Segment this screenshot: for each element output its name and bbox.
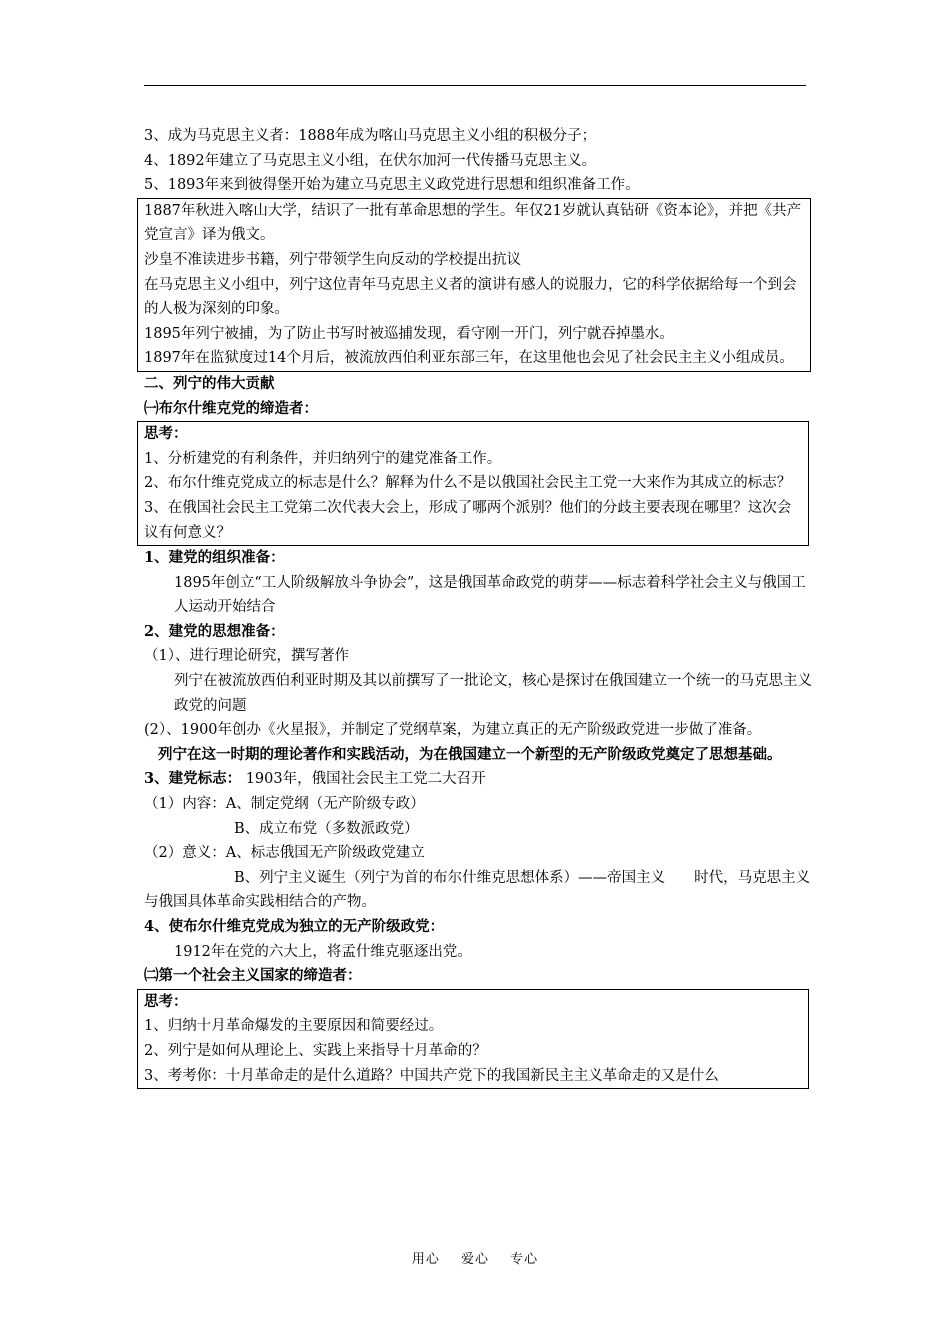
point-heading: 3、建党标志： [144,770,242,788]
intro-item: 4、1892年建立了马克思主义小组，在伏尔加河一代传播马克思主义。 [144,152,597,169]
intro-item: 5、1893年来到彼得堡开始为建立马克思主义政党进行思想和组织准备工作。 [144,177,640,194]
box-paragraph: 1887年秋进入喀山大学，结识了一批有革命思想的学生。年仅21岁就认真钻研《资本论》，并把《共产党宣言》译为俄文。 [144,202,802,244]
point-heading: 1、建党的组织准备： [144,549,285,567]
point-heading: 2、建党的思想准备： [144,622,285,640]
think-question: 1、归纳十月革命爆发的主要原因和简要经过。 [144,1018,444,1035]
point-subitem: B、成立布党（多数派政党） [234,820,419,837]
think-question: 2、列宁是如何从理论上、实践上来指导十月革命的？ [144,1042,487,1059]
think-question: 3、在俄国社会民主工党第二次代表大会上，形成了哪两个派别？他们的分歧主要表现在哪里？这次会议有何意义？ [144,499,792,541]
think-title: 思考： [144,425,188,443]
think-question: 2、布尔什维克党成立的标志是什么？解释为什么不是以俄国社会民主工党一大来作为其成立的标志？ [144,475,792,492]
lenin-biography-box [137,198,811,372]
point-subitem: （2）意义：A、标志俄国无产阶级政党建立 [144,845,425,862]
point-heading-rest: 1903年，俄国社会民主工党二大召开 [241,771,486,788]
intro-item: 3、成为马克思主义者：1888年成为喀山马克思主义小组的积极分子； [144,128,597,144]
think-title: 思考： [144,992,188,1010]
footer-word: 专心 [510,1252,539,1267]
footer-word: 爱心 [460,1252,489,1267]
subsection-heading: ㈠布尔什维克党的缔造者： [144,399,318,417]
box-paragraph: 在马克思主义小组中，列宁这位青年马克思主义者的演讲有感人的说服力，它的科学依据给每一个到会的人极为深刻的印象。 [144,276,797,318]
box-paragraph: 1895年列宁被捕，为了防止书写时被巡捕发现，看守刚一开门，列宁就吞掉墨水。 [144,325,674,342]
box-paragraph: 沙皇不准读进步书籍，列宁带领学生向反动的学校提出抗议 [144,251,521,268]
point-text: 1912年在党的六大上，将孟什维克驱逐出党。 [174,943,472,960]
header-rule [144,85,806,86]
point-subitem: （1）、进行理论研究，撰写著作 [144,648,349,665]
summary-text: 列宁在这一时期的理论著作和实践活动，为在俄国建立一个新型的无产阶级政党奠定了思想基础。 [158,745,782,763]
subsection-heading: ㈡第一个社会主义国家的缔造者： [144,967,362,985]
box-paragraph: 1897年在监狱度过14个月后，被流放西伯利亚东部三年，在这里他也会见了社会民主主义小组成员。 [144,350,794,367]
think-box-1 [137,421,809,546]
page-footer [0,1248,950,1267]
footer-word: 用心 [411,1252,440,1267]
point-text: 列宁在被流放西伯利亚时期及其以前撰写了一批论文，核心是探讨在俄国建立一个统一的马克思主义政党的问题 [174,673,812,714]
point-text: 1895年创立“工人阶级解放斗争协会”，这是俄国革命政党的萌芽——标志着科学社会主义与俄国工人运动开始结合 [174,574,806,616]
point-heading: 4、使布尔什维克党成为独立的无产阶级政党： [144,918,445,935]
point-subitem: (2）、1900年创办《火星报》，并制定了党纲草案，为建立真正的无产阶级政党进一步做了准备。 [144,722,762,739]
section-heading: 二、列宁的伟大贡献 [144,374,275,392]
point-subitem: （1）内容：A、制定党纲（无产阶级专政） [144,796,425,813]
think-question: 1、分析建党的有利条件，并归纳列宁的建党准备工作。 [144,450,502,467]
think-question: 3、考考你：十月革命走的是什么道路？中国共产党下的我国新民主主义革命走的又是什么 [144,1067,719,1084]
think-box-2 [137,989,809,1089]
document-body [144,124,816,1089]
point-subitem: B、列宁主义诞生（列宁为首的布尔什维克思想体系）——帝国主义 时代，马克思主义与俄国具体革命实践相结合的产物。 [144,869,811,911]
point-heading-row [144,767,816,792]
